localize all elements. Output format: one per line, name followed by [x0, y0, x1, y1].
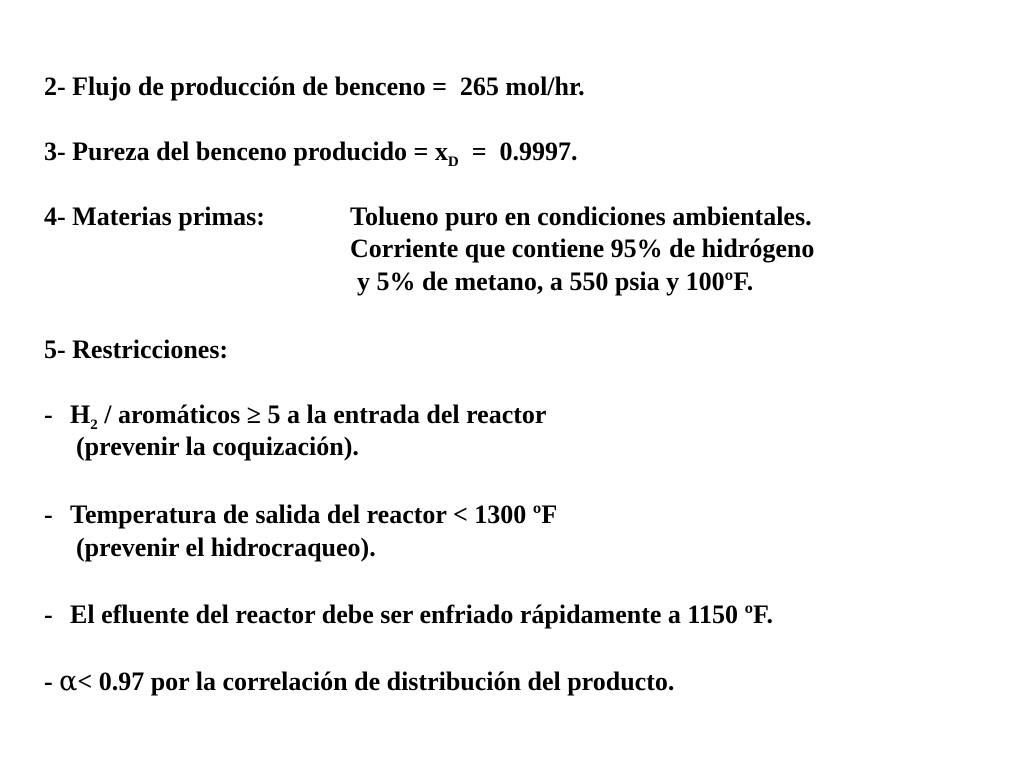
restriction-4-dash: -	[44, 667, 60, 696]
alpha-symbol: α	[59, 666, 78, 697]
item3-prefix: 3- Pureza del benceno producido = x	[44, 137, 448, 166]
restriction-2-text: Temperatura de salida del reactor < 1300 ºF	[70, 500, 558, 529]
restriction-2-dash: -	[44, 500, 53, 529]
item4-line1: Tolueno puro en condiciones ambientales.	[350, 202, 812, 231]
item3-line	[44, 137, 578, 177]
item2-line: 2- Flujo de producción de benceno = 265 mol/hr.	[44, 72, 585, 101]
item5-heading: 5- Restricciones:	[44, 335, 229, 364]
restriction-4-line	[44, 667, 674, 697]
restriction-1-dash: -	[44, 400, 53, 429]
item4-line3: y 5% de metano, a 550 psia y 100ºF.	[357, 267, 754, 296]
item3-suffix: = 0.9997.	[458, 137, 578, 166]
restriction-1-h: H	[70, 400, 91, 429]
restriction-2-cont: (prevenir el hidrocraqueo).	[76, 533, 376, 562]
item4-line2: Corriente que contiene 95% de hidrógeno	[350, 234, 815, 263]
restriction-1-cont: (prevenir la coquización).	[76, 432, 359, 461]
item3-subscript: D	[447, 154, 459, 170]
restriction-4-text: < 0.97 por la correlación de distribución del producto.	[77, 667, 675, 696]
restriction-3-text: El efluente del reactor debe ser enfriado rápidamente a 1150 ºF.	[70, 600, 774, 629]
restriction-1-rest: / aromáticos ≥ 5 a la entrada del reactor	[97, 400, 547, 429]
restriction-3-dash: -	[44, 600, 53, 629]
restriction-1-subscript: 2	[90, 417, 98, 433]
item4-label: 4- Materias primas:	[44, 202, 265, 231]
